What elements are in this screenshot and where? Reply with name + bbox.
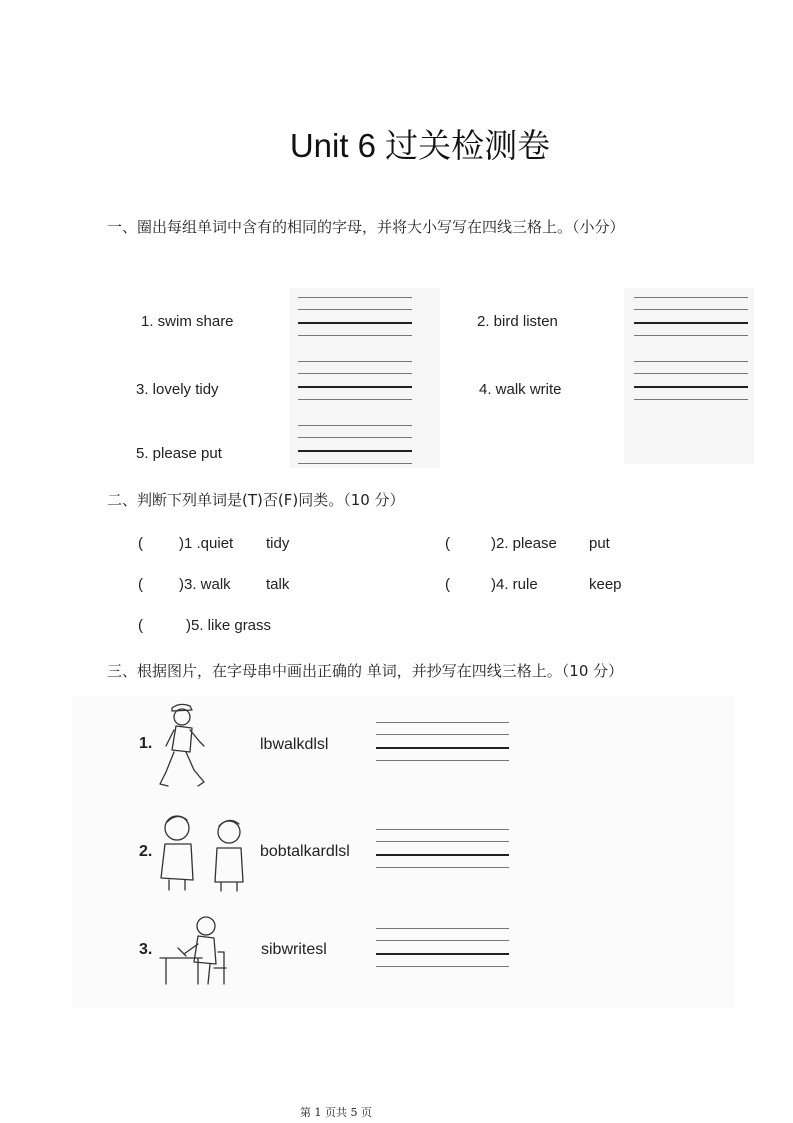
s2-item-word: put [589, 535, 610, 552]
four-line-writing-grid[interactable] [376, 829, 509, 869]
section3-heading: 三、根据图片，在字母串中画出正确的 单词，并抄写在四线三格上。（10 分） [107, 662, 624, 680]
four-line-writing-grid[interactable] [376, 928, 509, 968]
four-line-writing-grid[interactable] [376, 722, 509, 762]
section1-heading: 一、圈出每组单词中含有的相同的字母，并将大小写写在四线三格上。（小分） [107, 218, 625, 236]
s2-item-word: keep [589, 576, 622, 593]
s3-item-number: 1. [139, 735, 153, 752]
answer-paren[interactable]: ( [445, 535, 450, 552]
section2-heading: 二、判断下列单词是(T)否(F)同类。（10 分） [107, 491, 405, 509]
s3-item-number: 2. [139, 843, 153, 860]
s2-item-number: )2. please [491, 535, 557, 552]
answer-paren[interactable]: ( [138, 617, 143, 634]
answer-paren[interactable]: ( [138, 576, 143, 593]
s1-item-1: 1. swim share [141, 313, 234, 330]
s2-item-number: )4. rule [491, 576, 538, 593]
s2-item-number: )1 .quiet [179, 535, 234, 552]
answer-paren[interactable]: ( [445, 576, 450, 593]
s2-item-word: tidy [266, 535, 290, 552]
s1-item-4: 4. walk write [479, 381, 562, 398]
page-footer: 第 1 页共 5 页 [300, 1106, 372, 1119]
s1-item-3: 3. lovely tidy [136, 381, 219, 398]
s2-item-number: )5. like grass [186, 617, 272, 634]
s3-letter-string: bobtalkardlsl [260, 843, 350, 860]
s1-item-5: 5. please put [136, 445, 222, 462]
four-line-writing-grid[interactable] [298, 425, 412, 465]
s2-item-number: )3. walk [179, 576, 231, 593]
s3-letter-string: sibwritesl [261, 941, 327, 958]
s2-item-word: talk [266, 576, 290, 593]
walking-boy-picture [152, 700, 212, 790]
answer-paren[interactable]: ( [138, 535, 143, 552]
writing-boy-picture [158, 912, 233, 987]
s3-item-number: 3. [139, 941, 153, 958]
four-line-writing-grid[interactable] [298, 297, 412, 337]
s3-letter-string: lbwalkdlsl [260, 736, 329, 753]
talking-boys-picture [155, 808, 250, 893]
page-title: Unit 6 过关检测卷 [289, 127, 551, 164]
four-line-writing-grid[interactable] [634, 297, 748, 337]
four-line-writing-grid[interactable] [634, 361, 748, 401]
s1-item-2: 2. bird listen [477, 313, 558, 330]
four-line-writing-grid[interactable] [298, 361, 412, 401]
